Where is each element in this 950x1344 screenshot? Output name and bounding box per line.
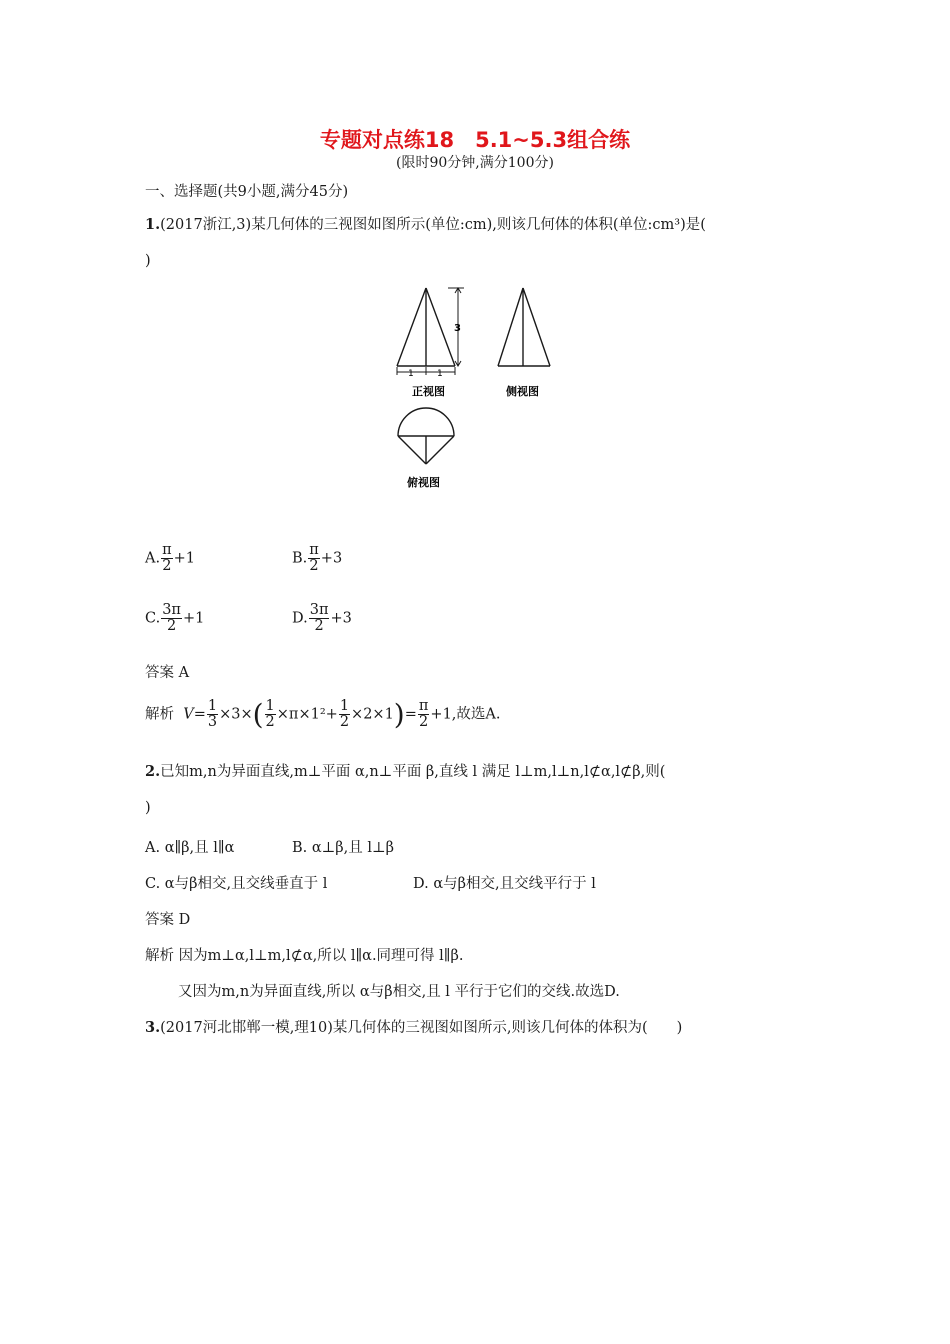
question-2 — [145, 760, 665, 781]
top-view-label: 俯视图 — [407, 476, 440, 489]
page-title: 专题对点练18 5.1~5.3组合练 — [319, 128, 631, 152]
width-label-left: 1 — [408, 369, 414, 379]
section-heading: 一、选择题(共9小题,满分45分) — [145, 184, 349, 200]
answer-1: 答案 A — [145, 665, 190, 681]
option-b: B. α⊥β,且 l⊥β — [292, 840, 395, 856]
side-view — [498, 288, 550, 366]
answer-2: 答案 D — [145, 912, 191, 928]
width-label-right: 1 — [437, 369, 443, 379]
option-a: A. $\frac{\pi}{2}$ +1 — [145, 542, 195, 575]
question-number: 3. — [145, 1019, 161, 1036]
question-2-close-paren: ) — [145, 800, 151, 816]
question-3 — [145, 1016, 682, 1037]
question-text: 已知m,n为异面直线,m⊥平面 α,n⊥平面 β,直线 l 满足 l⊥m,l⊥n,l⊄α,l⊄β,则( — [160, 764, 666, 780]
question-1 — [145, 213, 706, 234]
question-number: 2. — [145, 763, 161, 780]
question-text: (2017浙江,3)某几何体的三视图如图所示(单位:cm),则该几何体的体积(单位:cm³)是( — [160, 217, 706, 233]
question-text: (2017河北邯郸一模,理10)某几何体的三视图如图所示,则该几何体的体积为( ) — [160, 1020, 683, 1036]
front-view — [397, 288, 455, 366]
option-c: C. $\frac{3\pi}{2}$ +1 — [145, 602, 205, 635]
front-view-label: 正视图 — [412, 385, 445, 398]
question-1-close-paren: ) — [145, 253, 151, 269]
solution-1: 解析 V= $\frac{1}{3}$ ×3×( $\frac{1}{2}$ ×π×1²+ $\frac{1}{2}$ ×2×1)= $\frac{\pi}{2}$ +1,故选A. — [145, 697, 501, 731]
page-subtitle: (限时90分钟,满分100分) — [396, 155, 554, 171]
question-number: 1. — [145, 216, 161, 233]
option-d: D. α与β相交,且交线平行于 l — [413, 876, 596, 892]
option-b: B. $\frac{\pi}{2}$ +3 — [292, 542, 343, 575]
option-a: A. α∥β,且 l∥α — [145, 840, 235, 856]
side-view-label: 侧视图 — [506, 385, 539, 398]
solution-2-line-1: 解析 因为m⊥α,l⊥m,l⊄α,所以 l∥α.同理可得 l∥β. — [145, 948, 464, 964]
width-dimension — [397, 367, 455, 375]
top-view — [398, 408, 454, 464]
option-c: C. α与β相交,且交线垂直于 l — [145, 876, 328, 892]
three-view-figure — [385, 280, 555, 495]
option-d: D. $\frac{3\pi}{2}$ +3 — [292, 602, 352, 635]
height-label: 3 — [454, 323, 461, 334]
solution-2-line-2: 又因为m,n为异面直线,所以 α与β相交,且 l 平行于它们的交线.故选D. — [178, 984, 620, 1000]
